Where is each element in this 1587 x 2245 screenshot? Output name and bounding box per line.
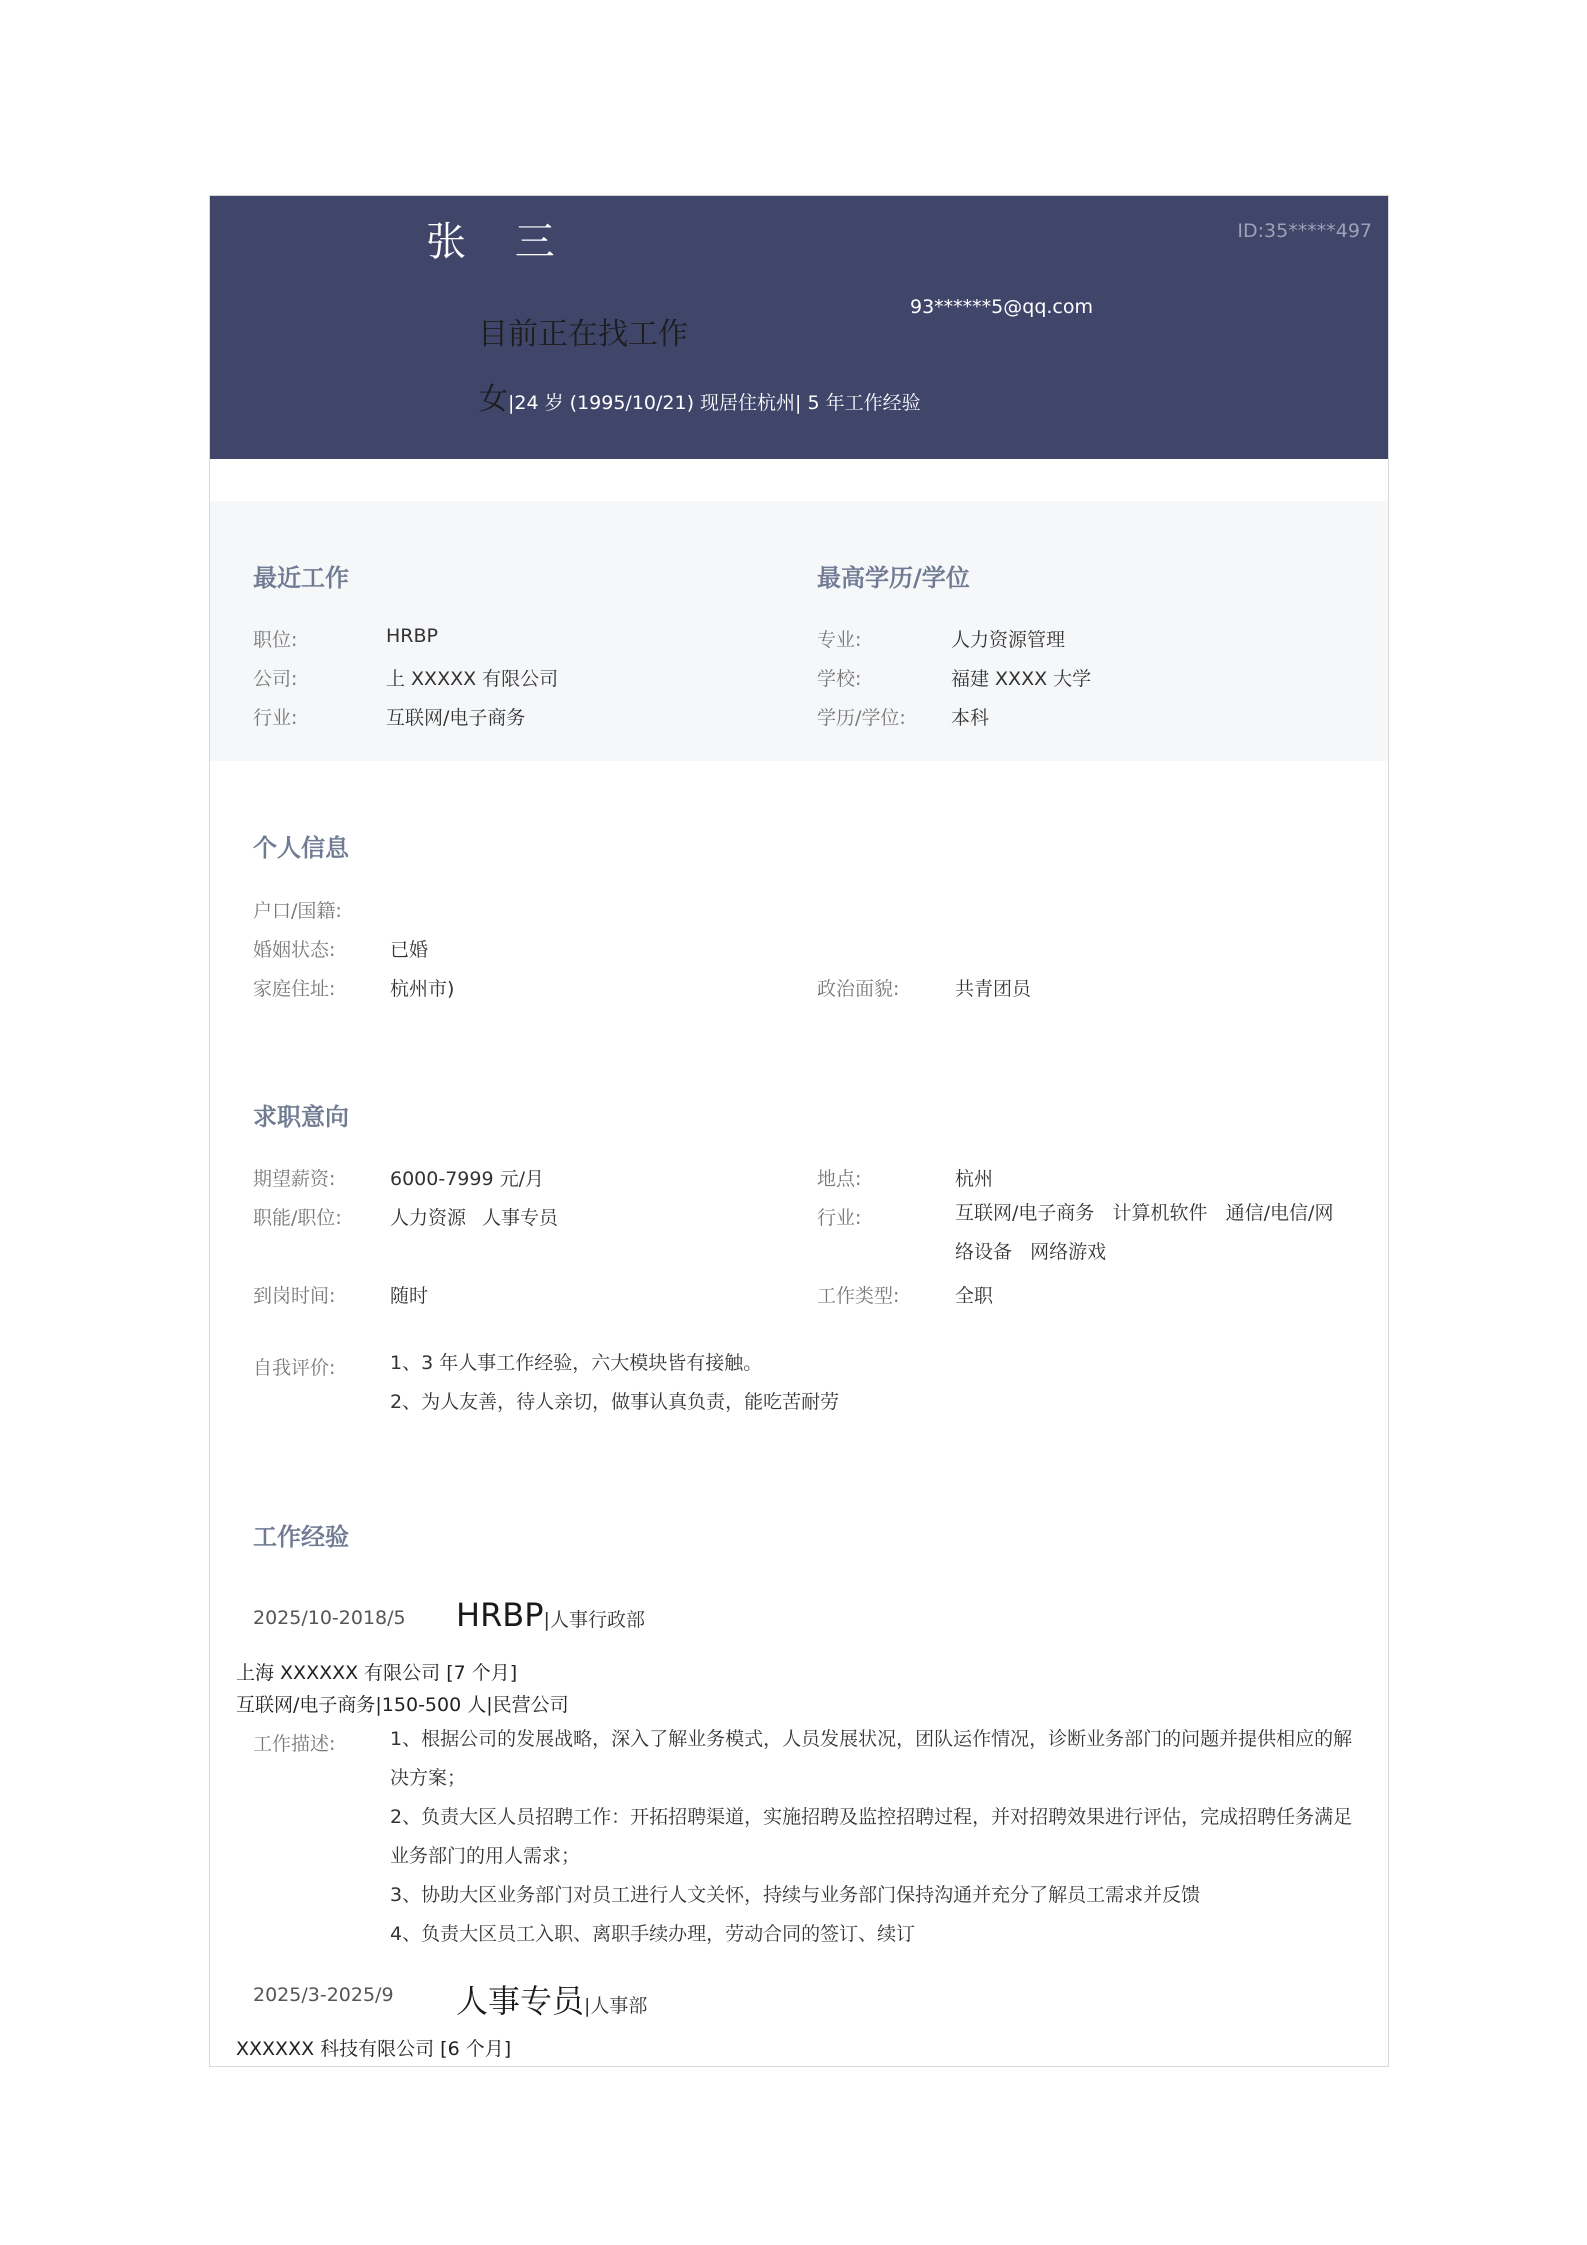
recent-company: 上 XXXXX 有限公司 (386, 668, 559, 690)
address-value: 杭州市) (390, 978, 455, 1000)
address-label: 家庭住址: (253, 978, 336, 1000)
job-date: 2025/10-2018/5 (253, 1607, 406, 1629)
basic-info (478, 374, 921, 418)
resume-header (210, 196, 1388, 459)
job-desc-line: 2、负责大区人员招聘工作：开拓招聘渠道，实施招聘及监控招聘过程，并对招聘效果进行评估，完成招聘任务满足 (390, 1806, 1353, 1828)
school-value: 福建 XXXX 大学 (951, 668, 1092, 690)
resume-sheet (209, 195, 1389, 2067)
job-position (456, 1976, 647, 2022)
job-position (456, 1596, 645, 1634)
function-tag: 人事专员 (482, 1207, 559, 1229)
job-company-info: 互联网/电子商务|150-500 人|民营公司 (236, 1694, 569, 1716)
intent-industry-values (955, 1194, 1333, 1272)
position-label: 职位: (253, 629, 298, 651)
work-experience-title: 工作经验 (253, 1523, 349, 1551)
self-eval-line: 2、为人友善，待人亲切，做事认真负责，能吃苦耐劳 (390, 1391, 840, 1413)
job-type-value: 全职 (955, 1285, 994, 1307)
education-title: 最高学历/学位 (817, 564, 970, 592)
marital-label: 婚姻状态: (253, 939, 336, 961)
job-department: |人事行政部 (543, 1609, 645, 1631)
degree-value: 本科 (951, 707, 990, 729)
job-desc-line: 业务部门的用人需求； (390, 1845, 581, 1867)
self-eval-label: 自我评价: (253, 1357, 336, 1379)
job-position-name: 人事专员 (456, 1982, 585, 2020)
function-tag: 人力资源 (390, 1207, 467, 1229)
major-value: 人力资源管理 (951, 629, 1066, 651)
job-search-status: 目前正在找工作 (478, 317, 688, 352)
resume-id: ID:35*****497 (1237, 220, 1372, 242)
function-values (390, 1203, 574, 1230)
self-eval-text (390, 1344, 839, 1422)
job-intent-title: 求职意向 (253, 1103, 349, 1131)
major-label: 专业: (817, 629, 862, 651)
political-label: 政治面貌: (817, 978, 900, 1000)
arrival-label: 到岗时间: (253, 1285, 336, 1307)
location-label: 地点: (817, 1168, 862, 1190)
intent-industry-line: 互联网/电子商务 计算机软件 通信/电信/网 (955, 1202, 1334, 1224)
salary-label: 期望薪资: (253, 1168, 336, 1190)
location-value: 杭州 (955, 1168, 994, 1190)
company-label: 公司: (253, 668, 298, 690)
job-desc-line: 4、负责大区员工入职、离职手续办理，劳动合同的签订、续订 (390, 1923, 916, 1945)
job-desc-line: 决方案； (390, 1767, 467, 1789)
job-department: |人事部 (584, 1995, 648, 2017)
salary-value: 6000-7999 元/月 (390, 1168, 545, 1190)
recent-work-title: 最近工作 (253, 564, 349, 592)
job-position-name: HRBP (456, 1596, 544, 1634)
summary-panel (210, 501, 1388, 761)
degree-label: 学历/学位: (817, 707, 906, 729)
industry-label: 行业: (253, 707, 298, 729)
candidate-email: 93******5@qq.com (910, 296, 1094, 318)
job-description (390, 1720, 1352, 1954)
job-company: XXXXXX 科技有限公司 [6 个月] (236, 2038, 512, 2060)
job-date: 2025/3-2025/9 (253, 1984, 394, 2006)
hukou-label: 户口/国籍: (253, 900, 342, 922)
political-value: 共青团员 (955, 978, 1032, 1000)
candidate-name: 张 三 (426, 219, 573, 265)
arrival-value: 随时 (390, 1285, 429, 1307)
job-type-label: 工作类型: (817, 1285, 900, 1307)
recent-position: HRBP (386, 625, 438, 647)
intent-industry-label: 行业: (817, 1207, 862, 1229)
marital-value: 已婚 (390, 939, 429, 961)
job-desc-line: 1、根据公司的发展战略，深入了解业务模式，人员发展状况，团队运作情况，诊断业务部门的问题并提供相应的解 (390, 1728, 1353, 1750)
age-location-experience: |24 岁 (1995/10/21) 现居住杭州| 5 年工作经验 (508, 392, 921, 414)
intent-industry-line: 络设备 网络游戏 (955, 1241, 1107, 1263)
self-eval-line: 1、3 年人事工作经验，六大模块皆有接触。 (390, 1352, 763, 1374)
job-desc-label: 工作描述: (253, 1733, 336, 1755)
school-label: 学校: (817, 668, 862, 690)
personal-info-title: 个人信息 (253, 834, 349, 862)
recent-industry: 互联网/电子商务 (386, 707, 526, 729)
function-label: 职能/职位: (253, 1207, 342, 1229)
gender: 女 (478, 382, 508, 417)
job-desc-line: 3、协助大区业务部门对员工进行人文关怀，持续与业务部门保持沟通并充分了解员工需求并反馈 (390, 1884, 1201, 1906)
job-company: 上海 XXXXXX 有限公司 [7 个月] (236, 1662, 518, 1684)
